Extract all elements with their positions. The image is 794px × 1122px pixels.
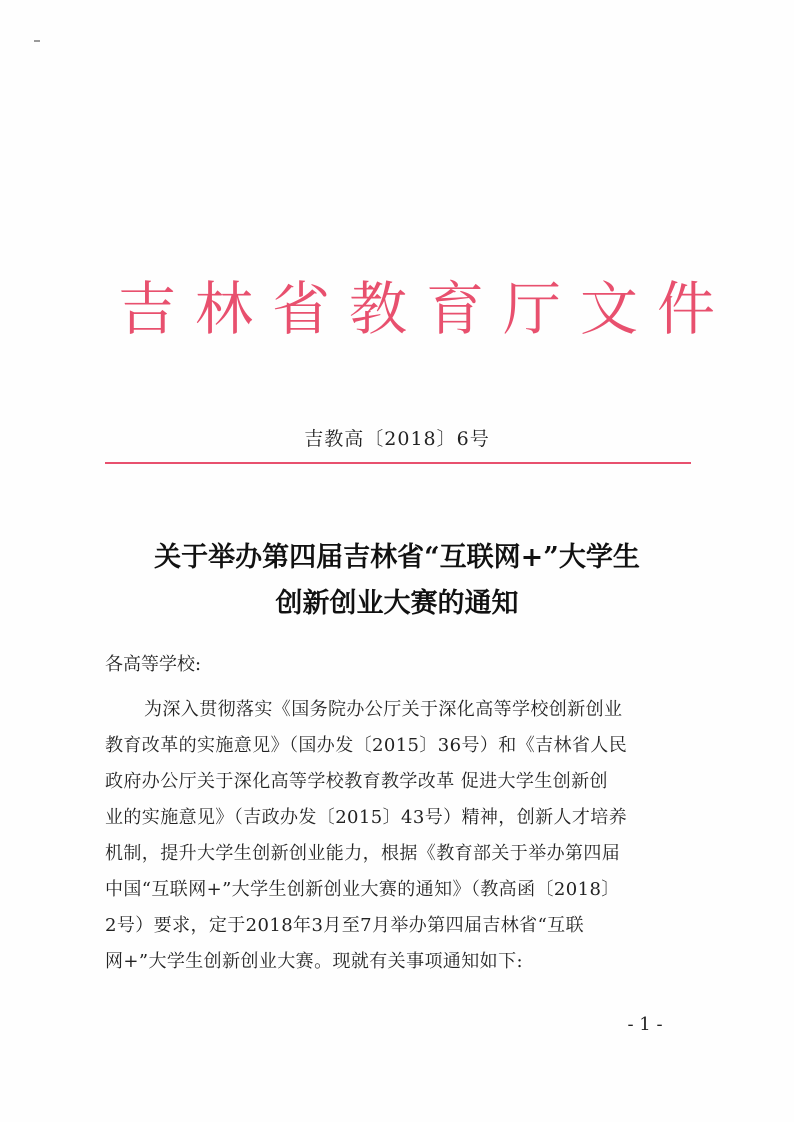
body-line: 政府办公厅关于深化高等学校教育教学改革 促进大学生创新创: [105, 771, 608, 792]
page-number: - 1 -: [627, 1014, 663, 1035]
body-line: 为深入贯彻落实《国务院办公厅关于深化高等学校创新创业: [144, 699, 623, 720]
issuer-header: 吉林省教育厅文件: [118, 275, 735, 343]
body-line: 中国“互联网+”大学生创新创业大赛的通知》（教高函〔2018〕: [105, 879, 620, 900]
body-line: 2号）要求，定于2018年3月至7月举办第四届吉林省“互联: [105, 915, 584, 936]
scan-mark: [34, 40, 40, 42]
document-number: 吉教高〔2018〕6号: [304, 428, 490, 450]
salutation: 各高等学校:: [105, 654, 202, 675]
header-divider: [105, 462, 691, 464]
body-line: 网+”大学生创新创业大赛。现就有关事项通知如下:: [105, 951, 523, 972]
body-line: 业的实施意见》（吉政办发〔2015〕43号）精神，创新人才培养: [105, 807, 628, 828]
notice-title-line-2: 创新创业大赛的通知: [275, 588, 519, 619]
notice-title-line-1: 关于举办第四届吉林省“互联网+”大学生: [154, 542, 640, 573]
body-line: 教育改革的实施意见》（国办发〔2015〕36号）和《吉林省人民: [105, 735, 628, 756]
body-line: 机制，提升大学生创新创业能力，根据《教育部关于举办第四届: [105, 843, 621, 864]
body-text: [105, 692, 703, 980]
